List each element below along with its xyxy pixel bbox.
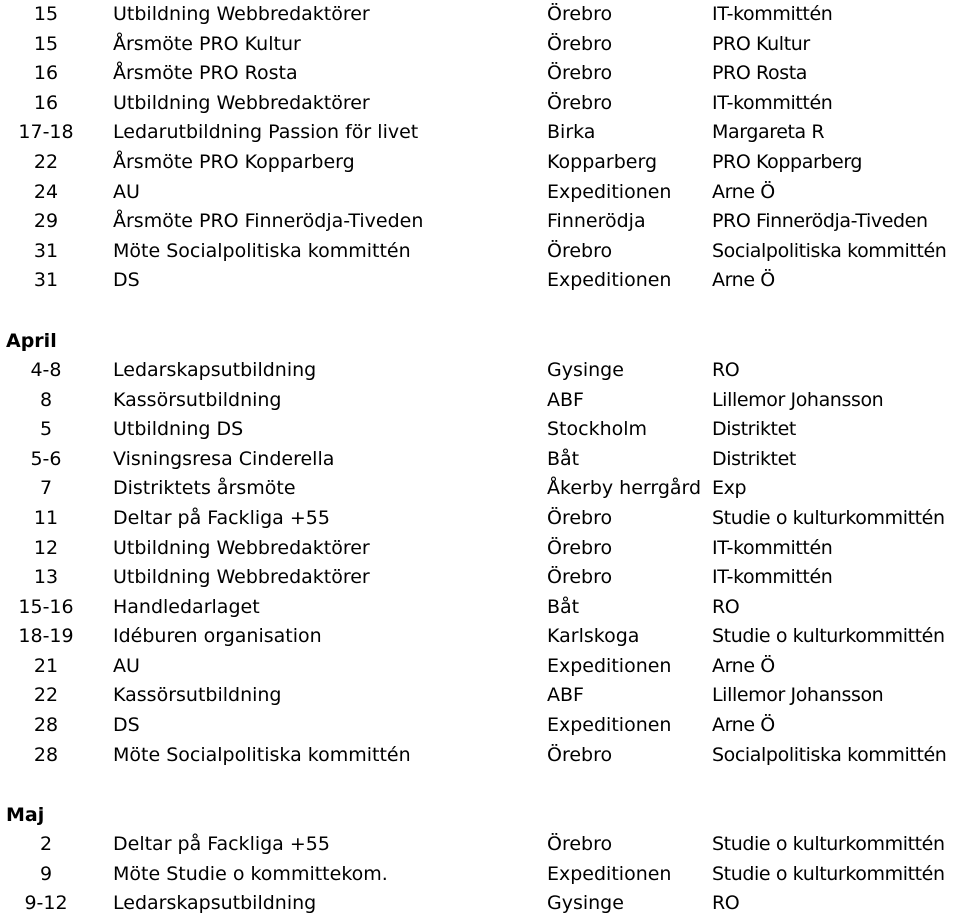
event-cell: Möte Studie o kommittekom. xyxy=(113,862,388,885)
event-cell: Utbildning Webbredaktörer xyxy=(113,3,370,25)
responsible-cell: Arne Ö xyxy=(712,654,775,677)
event-cell: Årsmöte PRO Kopparberg xyxy=(113,150,355,173)
schedule-row xyxy=(0,59,960,89)
responsible-cell: Studie o kulturkommittén xyxy=(712,506,945,529)
event-cell: Årsmöte PRO Kultur xyxy=(113,32,301,55)
responsible-cell: RO xyxy=(712,595,740,618)
place-cell: Örebro xyxy=(547,566,613,589)
responsible-cell: Arne Ö xyxy=(712,180,775,203)
place-cell: Örebro xyxy=(547,833,613,856)
schedule-row xyxy=(0,89,960,119)
place-cell: ABF xyxy=(547,684,584,707)
responsible-cell: Socialpolitiska kommittén xyxy=(712,239,947,262)
responsible-cell: PRO Kultur xyxy=(712,32,810,55)
schedule-row xyxy=(0,860,960,890)
place-cell: Birka xyxy=(547,121,596,144)
date-cell: 5-6 xyxy=(30,447,62,470)
schedule-row xyxy=(0,830,960,860)
place-cell: Finnerödja xyxy=(547,210,646,233)
event-cell: Deltar på Fackliga +55 xyxy=(113,506,330,529)
schedule-row xyxy=(0,266,960,296)
schedule-row xyxy=(0,681,960,711)
date-cell: 24 xyxy=(33,180,59,203)
schedule-row xyxy=(0,148,960,178)
place-cell: Kopparberg xyxy=(547,150,658,173)
responsible-cell: Socialpolitiska kommittén xyxy=(712,743,947,766)
place-cell: Expeditionen xyxy=(547,180,672,203)
responsible-cell: IT-kommittén xyxy=(712,566,833,589)
month-heading: April xyxy=(6,329,57,352)
responsible-cell: Arne Ö xyxy=(712,269,775,292)
date-cell: 9 xyxy=(39,862,53,885)
event-cell: Årsmöte PRO Finnerödja-Tiveden xyxy=(113,210,424,233)
date-cell: 31 xyxy=(33,269,59,292)
schedule-row xyxy=(0,711,960,741)
date-cell: 18-19 xyxy=(18,625,74,648)
responsible-cell: Studie o kulturkommittén xyxy=(712,833,945,856)
event-cell: DS xyxy=(113,714,140,737)
event-cell: Ledarutbildning Passion för livet xyxy=(113,121,419,144)
event-cell: AU xyxy=(113,654,140,677)
place-cell: Åkerby herrgård xyxy=(547,477,702,500)
event-cell: Ledarskapsutbildning xyxy=(113,358,317,381)
section-spacer xyxy=(0,296,960,326)
event-cell: Ledarskapsutbildning xyxy=(113,892,317,915)
schedule-row xyxy=(0,593,960,623)
month-heading: Maj xyxy=(6,804,45,827)
schedule-row xyxy=(0,889,960,919)
date-cell: 28 xyxy=(33,743,59,766)
schedule-row xyxy=(0,474,960,504)
place-cell: Örebro xyxy=(547,743,613,766)
responsible-cell: Studie o kulturkommittén xyxy=(712,862,945,885)
date-cell: 13 xyxy=(33,566,59,589)
place-cell: Örebro xyxy=(547,3,613,25)
date-cell: 2 xyxy=(39,833,53,856)
section-spacer xyxy=(0,770,960,800)
responsible-cell: PRO Rosta xyxy=(712,62,808,85)
schedule-row xyxy=(0,356,960,386)
date-cell: 15-16 xyxy=(18,595,74,618)
event-cell: Visningsresa Cinderella xyxy=(113,447,335,470)
responsible-cell: Lillemor Johansson xyxy=(712,684,884,707)
schedule-row xyxy=(0,415,960,445)
date-cell: 16 xyxy=(33,62,59,85)
event-cell: Handledarlaget xyxy=(113,595,260,618)
place-cell: Båt xyxy=(547,595,580,618)
date-cell: 31 xyxy=(33,239,59,262)
date-cell: 12 xyxy=(33,536,59,559)
place-cell: Båt xyxy=(547,447,580,470)
schedule-row xyxy=(0,504,960,534)
event-cell: Möte Socialpolitiska kommittén xyxy=(113,239,411,262)
event-cell: Möte Socialpolitiska kommittén xyxy=(113,743,411,766)
responsible-cell: Arne Ö xyxy=(712,714,775,737)
place-cell: Karlskoga xyxy=(547,625,640,648)
date-cell: 15 xyxy=(33,32,59,55)
responsible-cell: Exp xyxy=(712,477,747,500)
event-cell: Deltar på Fackliga +55 xyxy=(113,833,330,856)
responsible-cell: Lillemor Johansson xyxy=(712,388,884,411)
responsible-cell: Distriktet xyxy=(712,418,796,441)
event-cell: DS xyxy=(113,269,140,292)
schedule-row xyxy=(0,118,960,148)
schedule-row xyxy=(0,622,960,652)
schedule-row xyxy=(0,178,960,208)
date-cell: 17-18 xyxy=(18,121,74,144)
event-cell: Utbildning Webbredaktörer xyxy=(113,566,370,589)
date-cell: 22 xyxy=(33,684,59,707)
schedule-row xyxy=(0,445,960,475)
responsible-cell: IT-kommittén xyxy=(712,536,833,559)
responsible-cell: PRO Kopparberg xyxy=(712,150,863,173)
responsible-cell: IT-kommittén xyxy=(712,3,833,25)
responsible-cell: RO xyxy=(712,892,740,915)
date-cell: 15 xyxy=(33,3,59,25)
place-cell: Expeditionen xyxy=(547,654,672,677)
schedule-row xyxy=(0,237,960,267)
schedule-row xyxy=(0,0,960,30)
schedule-row xyxy=(0,386,960,416)
event-cell: Utbildning DS xyxy=(113,418,244,441)
date-cell: 16 xyxy=(33,91,59,114)
event-cell: Årsmöte PRO Rosta xyxy=(113,62,298,85)
event-cell: Utbildning Webbredaktörer xyxy=(113,91,370,114)
schedule-row xyxy=(0,534,960,564)
responsible-cell: PRO Finnerödja-Tiveden xyxy=(712,210,928,233)
place-cell: Expeditionen xyxy=(547,862,672,885)
date-cell: 8 xyxy=(39,388,53,411)
event-cell: Kassörsutbildning xyxy=(113,388,282,411)
event-cell: Utbildning Webbredaktörer xyxy=(113,536,370,559)
place-cell: Gysinge xyxy=(547,358,624,381)
schedule-row xyxy=(0,30,960,60)
schedule-row xyxy=(0,652,960,682)
date-cell: 4-8 xyxy=(30,358,62,381)
schedule-row xyxy=(0,207,960,237)
event-cell: AU xyxy=(113,180,140,203)
place-cell: Stockholm xyxy=(547,418,648,441)
date-cell: 7 xyxy=(39,477,53,500)
date-cell: 22 xyxy=(33,150,59,173)
event-cell: Idéburen organisation xyxy=(113,625,322,648)
date-cell: 28 xyxy=(33,714,59,737)
place-cell: Örebro xyxy=(547,506,613,529)
responsible-cell: Studie o kulturkommittén xyxy=(712,625,945,648)
place-cell: Örebro xyxy=(547,239,613,262)
date-cell: 5 xyxy=(39,418,53,441)
responsible-cell: Distriktet xyxy=(712,447,796,470)
responsible-cell: RO xyxy=(712,358,740,381)
responsible-cell: IT-kommittén xyxy=(712,91,833,114)
date-cell: 21 xyxy=(33,654,59,677)
schedule-row xyxy=(0,563,960,593)
date-cell: 9-12 xyxy=(24,892,68,915)
place-cell: Expeditionen xyxy=(547,269,672,292)
responsible-cell: Margareta R xyxy=(712,121,825,144)
place-cell: Örebro xyxy=(547,536,613,559)
place-cell: Örebro xyxy=(547,91,613,114)
place-cell: Gysinge xyxy=(547,892,624,915)
place-cell: Örebro xyxy=(547,62,613,85)
place-cell: Expeditionen xyxy=(547,714,672,737)
place-cell: Örebro xyxy=(547,32,613,55)
event-cell: Distriktets årsmöte xyxy=(113,477,296,500)
date-cell: 11 xyxy=(33,506,59,529)
schedule-row xyxy=(0,741,960,771)
date-cell: 29 xyxy=(33,210,59,233)
place-cell: ABF xyxy=(547,388,584,411)
event-cell: Kassörsutbildning xyxy=(113,684,282,707)
